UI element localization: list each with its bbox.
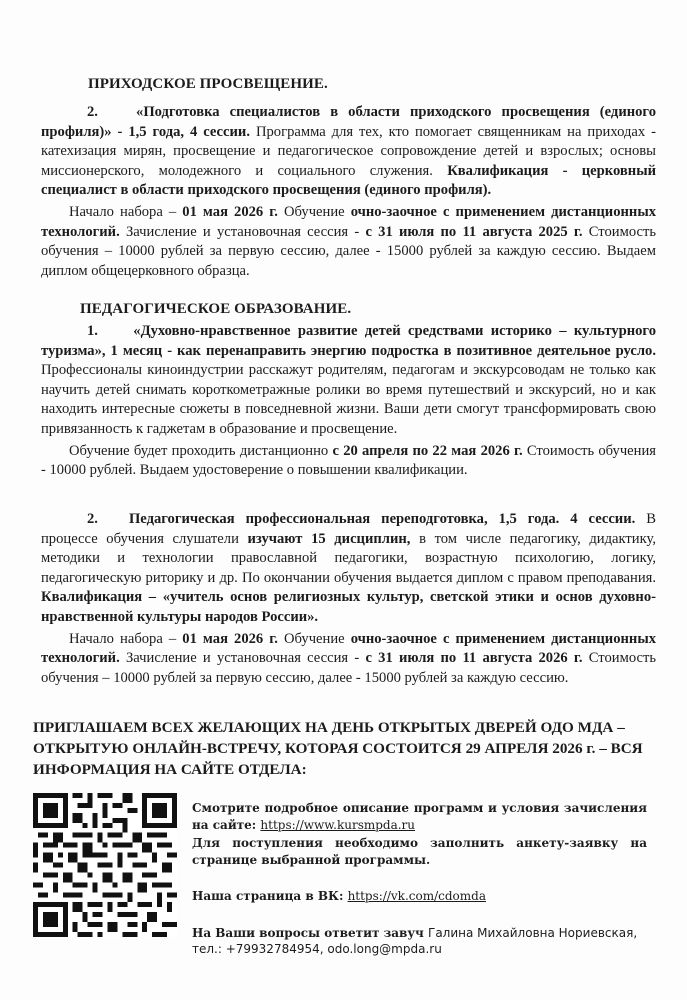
- session-dates: с 31 июля по 11 августа 2025 г.: [365, 223, 583, 240]
- program-title: Педагогическая профессиональная переподготовка, 1,5 года. 4 сессии.: [128, 511, 636, 527]
- program-title: «Духовно-нравственное развитие детей средствами историко – культурного туризма», 1 месяц - как перенаправить энергию подростка в позитивное деятельное русло.: [41, 323, 656, 359]
- session-dates: с 31 июля по 11 августа 2026 г.: [365, 650, 583, 667]
- program-retraining: [41, 510, 656, 688]
- study-form: очно-заочное с применением дистанционных технологий.: [41, 203, 657, 240]
- enroll-label: Начало набора –: [69, 203, 183, 220]
- enroll-label: Начало набора –: [69, 630, 183, 647]
- qr-code-icon[interactable]: [33, 793, 177, 937]
- program-cost: Стоимость обучения – 10000 рублей за первую сессию, далее - 15000 рублей за каждую сессию.: [41, 650, 657, 686]
- program-description-cont: в том числе педагогику, дидактику, методики и технологии православной педагогики, возрастную психологию, логику, педагогическую риторику и др. По окончании обучения выдается диплом с правом преподавания.: [41, 530, 656, 586]
- program-description: Профессионалы киноиндустрии расскажут родителям, педагогам и экскурсоводам не только как научить детей снимать короткометражные ролики во время путешествий и экскурсий, но и как находить интересные сюжеты в повседневной жизни. Ваши дети смогут трансформировать свою привязанность к гаджетам в образование и просвещение.: [41, 362, 656, 437]
- enroll-date: 01 мая 2026 г.: [182, 630, 278, 647]
- study-label: Обучение: [277, 630, 351, 647]
- program-disciplines: изучают 15 дисциплин,: [247, 530, 411, 547]
- program-tourism: [41, 322, 656, 481]
- program-cost: Стоимость обучения – 10000 рублей за первую сессию, далее - 15000 рублей за каждую сессию. Выдаем диплом общецерковного образца.: [41, 223, 657, 279]
- program-qualification: Квалификация - церковный специалист в области приходского просвещения (единого профиля).: [41, 162, 656, 199]
- vk-text: Наша страница в ВК:: [192, 889, 348, 903]
- questions-text: На Ваши вопросы ответит завуч: [192, 925, 428, 940]
- study-dates: с 20 апреля по 22 мая 2026 г.: [332, 442, 523, 459]
- site-link[interactable]: https://www.kursmpda.ru: [260, 817, 416, 832]
- session-label: Зачисление и установочная сессия -: [119, 650, 366, 667]
- section-heading-parish: ПРИХОДСКОЕ ПРОСВЕЩЕНИЕ.: [88, 76, 328, 92]
- enroll-date: 01 мая 2026 г.: [182, 203, 278, 220]
- study-label: Обучение: [277, 203, 351, 220]
- apply-text: Для поступления необходимо заполнить анкету-заявку на странице выбранной программы.: [192, 836, 647, 867]
- vk-link[interactable]: https://vk.com/cdomda: [347, 889, 486, 903]
- contact-info: [192, 800, 647, 958]
- program-number: 1.: [87, 323, 98, 339]
- program-title: «Подготовка специалистов в области приходского просвещения (единого профиля)» - 1,5 года, 4 сессии.: [41, 104, 656, 140]
- site-text: Смотрите подробное описание программ и условия зачисления на сайте:: [192, 801, 647, 832]
- section-heading-pedagogical: ПЕДАГОГИЧЕСКОЕ ОБРАЗОВАНИЕ.: [80, 301, 352, 317]
- program-cost: Стоимость обучения - 10000 рублей. Выдаем удостоверение о повышении квалификации.: [41, 442, 656, 479]
- program-description: В процессе обучения слушатели: [41, 511, 657, 547]
- program-qualification: Квалификация – «учитель основ религиозных культур, светской этики и основ духовно-нравственной культуры народов России».: [41, 589, 656, 625]
- program-parish-education: [41, 103, 656, 281]
- program-description: Программа для тех, кто помогает священникам на приходах - катехизация мирян, просвещение и педагогическое сопровождение детей и взрослых; основы миссионерского, молодежного и социального служения.: [41, 123, 656, 179]
- open-day-invitation: ПРИГЛАШАЕМ ВСЕХ ЖЕЛАЮЩИХ НА ДЕНЬ ОТКРЫТЫХ ДВЕРЕЙ ОДО МДА – ОТКРЫТУЮ ОНЛАЙН-ВСТРЕЧУ, КОТОРАЯ СОСТОИТСЯ 29 АПРЕЛЯ 2026 г. – ВСЯ ИНФОРМАЦИЯ НА САЙТЕ ОТДЕЛА:: [33, 719, 643, 778]
- contact-phone-email[interactable]: тел.: +79932784954, odo.long@mpda.ru: [192, 942, 442, 956]
- study-form: очно-заочное с применением дистанционных технологий.: [41, 630, 657, 667]
- session-label: Зачисление и установочная сессия -: [119, 223, 366, 240]
- study-label: Обучение будет проходить дистанционно: [69, 442, 333, 459]
- program-number: 2.: [87, 511, 98, 527]
- contact-person-name: Галина Михайловна Нориевская,: [428, 925, 638, 940]
- program-number: 2.: [87, 104, 98, 120]
